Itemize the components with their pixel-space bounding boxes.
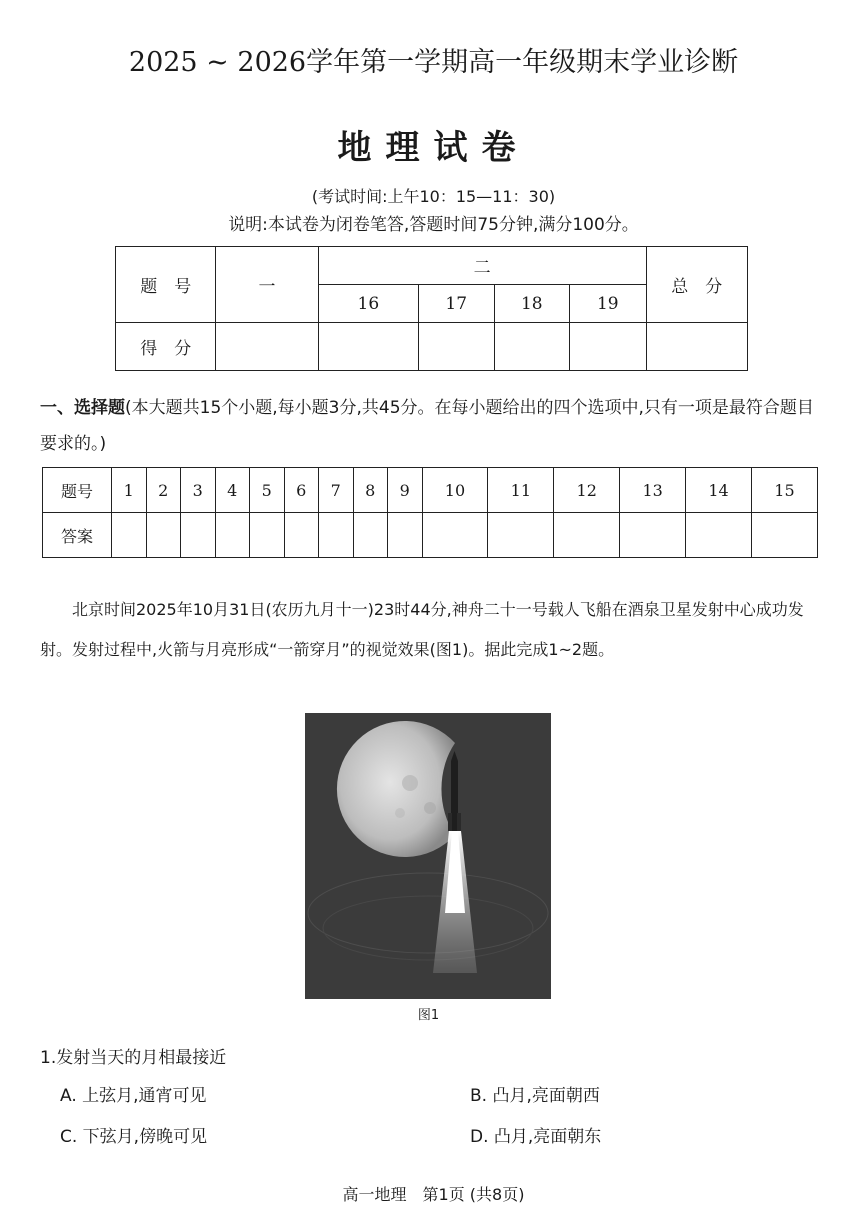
answer-number: 12 (554, 468, 620, 513)
answer-cell[interactable] (422, 513, 488, 558)
answer-cell[interactable] (112, 513, 147, 558)
answer-number: 11 (488, 468, 554, 513)
answer-cell[interactable] (353, 513, 388, 558)
exam-time: (考试时间:上午10：15—11：30) (311, 187, 556, 206)
row-label-score: 得 分 (116, 323, 216, 371)
answer-number: 3 (181, 468, 216, 513)
question-1-option-b[interactable]: B. 凸月,亮面朝西 (470, 1086, 600, 1106)
sub-col-18: 18 (494, 285, 570, 323)
answer-header-label: 题号 (43, 468, 112, 513)
answer-number: 15 (751, 468, 817, 513)
question-1-option-c[interactable]: C. 下弦月,傍晚可见 (60, 1127, 208, 1147)
part-two-header: 二 (318, 247, 646, 285)
answer-row-label: 答案 (43, 513, 112, 558)
answer-cell[interactable] (181, 513, 216, 558)
question-1-stem: 1.发射当天的月相最接近 (40, 1048, 227, 1068)
answer-number: 13 (620, 468, 686, 513)
score-cell[interactable] (418, 323, 494, 371)
passage-text: 北京时间2025年10月31日(农历九月十一)23时44分,神舟二十一号载人飞船在酒泉卫星发射中心成功发射。发射过程中,火箭与月亮形成“一箭穿月”的视觉效果(图1)。据此完成1~2题。 (40, 600, 804, 659)
answer-cell[interactable] (284, 513, 319, 558)
score-cell[interactable] (216, 323, 318, 371)
score-table (115, 246, 748, 371)
answer-number: 4 (215, 468, 250, 513)
figure-caption: 图1 (417, 1008, 440, 1023)
answer-cell[interactable] (319, 513, 354, 558)
answer-cell[interactable] (488, 513, 554, 558)
total-header: 总 分 (646, 247, 747, 323)
answer-cell[interactable] (620, 513, 686, 558)
section-one-title: 一、选择题 (40, 398, 125, 418)
answer-number: 10 (422, 468, 488, 513)
answer-number: 7 (319, 468, 354, 513)
score-cell[interactable] (570, 323, 647, 371)
answer-number: 5 (250, 468, 285, 513)
answer-cell[interactable] (388, 513, 423, 558)
subject-title: 地理试卷 (337, 128, 530, 168)
answer-cell[interactable] (250, 513, 285, 558)
section-one-heading (40, 390, 830, 462)
answer-cell[interactable] (215, 513, 250, 558)
score-cell[interactable] (318, 323, 418, 371)
answer-table (42, 467, 818, 558)
row-label-number: 题 号 (116, 247, 216, 323)
answer-number: 14 (686, 468, 752, 513)
answer-number: 8 (353, 468, 388, 513)
section-one-desc: (本大题共15个小题,每小题3分,共45分。在每小题给出的四个选项中,只有一项是最符合题目要求的。) (40, 398, 814, 454)
answer-number: 9 (388, 468, 423, 513)
answer-number: 1 (112, 468, 147, 513)
question-1-option-a[interactable]: A. 上弦月,通宵可见 (60, 1086, 207, 1106)
page-footer: 高一地理 第1页 (共8页) (342, 1185, 525, 1204)
answer-cell[interactable] (554, 513, 620, 558)
answer-number: 2 (146, 468, 181, 513)
answer-cell[interactable] (686, 513, 752, 558)
sub-col-16: 16 (318, 285, 418, 323)
question-1-option-d[interactable]: D. 凸月,亮面朝东 (470, 1127, 602, 1147)
part-one-header: 一 (216, 247, 318, 323)
exam-title: 2025 ~ 2026学年第一学期高一年级期末学业诊断 (128, 47, 739, 78)
answer-number: 6 (284, 468, 319, 513)
answer-cell[interactable] (146, 513, 181, 558)
exam-note: 说明:本试卷为闭卷笔答,答题时间75分钟,满分100分。 (228, 215, 639, 235)
score-cell[interactable] (646, 323, 747, 371)
sub-col-17: 17 (418, 285, 494, 323)
score-cell[interactable] (494, 323, 570, 371)
rocket-moon-photo (305, 713, 551, 999)
answer-cell[interactable] (751, 513, 817, 558)
sub-col-19: 19 (570, 285, 647, 323)
